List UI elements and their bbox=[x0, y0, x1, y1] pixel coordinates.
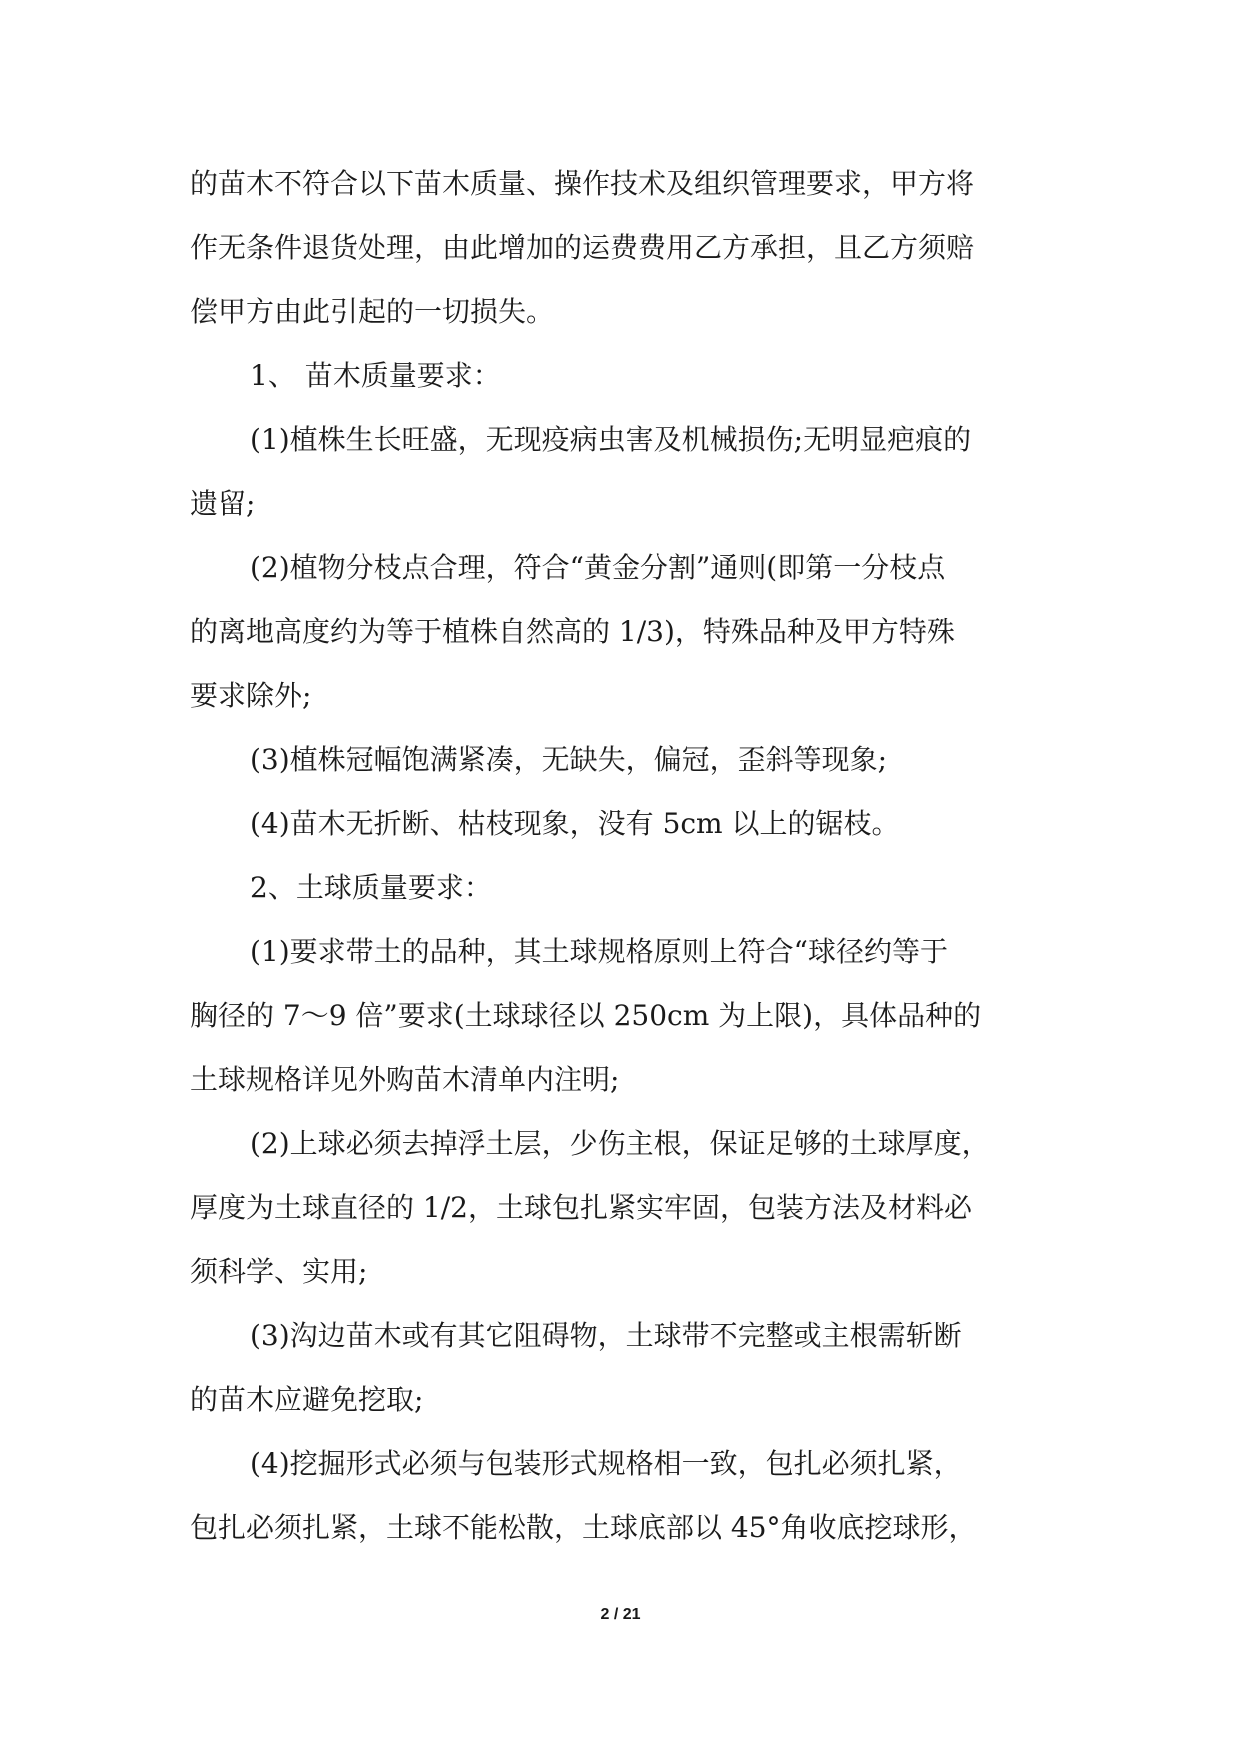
section-heading-seedling-quality: 1、 苗木质量要求： bbox=[250, 359, 501, 392]
text-line: 作无条件退货处理，由此增加的运费费用乙方承担，且乙方须赔 bbox=[190, 231, 975, 264]
text-line: 包扎必须扎紧，土球不能松散，土球底部以 45°角收底挖球形， bbox=[190, 1511, 977, 1544]
text-line: (3)沟边苗木或有其它阻碍物，土球带不完整或主根需斩断 bbox=[250, 1319, 962, 1352]
text-line: 偿甲方由此引起的一切损失。 bbox=[190, 295, 555, 328]
text-line: 的苗木应避免挖取; bbox=[190, 1383, 424, 1416]
text-line: (2)上球必须去掉浮土层，少伤主根，保证足够的土球厚度， bbox=[250, 1127, 990, 1160]
text-line: (1)植株生长旺盛，无现疫病虫害及机械损伤;无明显疤痕的 bbox=[250, 423, 972, 456]
text-line: (3)植株冠幅饱满紧凑，无缺失，偏冠，歪斜等现象; bbox=[250, 743, 888, 776]
text-line: 的离地高度约为等于植株自然高的 1/3)，特殊品种及甲方特殊 bbox=[190, 615, 955, 648]
text-line: 的苗木不符合以下苗木质量、操作技术及组织管理要求，甲方将 bbox=[190, 167, 975, 200]
text-line: 遗留; bbox=[190, 487, 256, 520]
text-line: 须科学、实用; bbox=[190, 1255, 368, 1288]
text-line: 土球规格详见外购苗木清单内注明; bbox=[190, 1063, 620, 1096]
text-line: (4)苗木无折断、枯枝现象，没有 5cm 以上的锯枝。 bbox=[250, 807, 900, 840]
page-number: 2 / 21 bbox=[600, 1606, 641, 1623]
text-line: (2)植物分枝点合理，符合“黄金分割”通则(即第一分枝点 bbox=[250, 551, 946, 584]
text-line: 要求除外; bbox=[190, 679, 312, 712]
section-heading-soil-ball-quality: 2、土球质量要求： bbox=[250, 871, 492, 904]
text-line: 厚度为土球直径的 1/2，土球包扎紧实牢固，包装方法及材料必 bbox=[190, 1191, 972, 1224]
text-line: (4)挖掘形式必须与包装形式规格相一致，包扎必须扎紧， bbox=[250, 1447, 962, 1480]
body-text bbox=[190, 152, 1070, 1560]
text-line: (1)要求带土的品种，其土球规格原则上符合“球径约等于 bbox=[250, 935, 948, 968]
text-line: 胸径的 7～9 倍”要求(土球球径以 250cm 为上限)，具体品种的 bbox=[190, 999, 982, 1032]
